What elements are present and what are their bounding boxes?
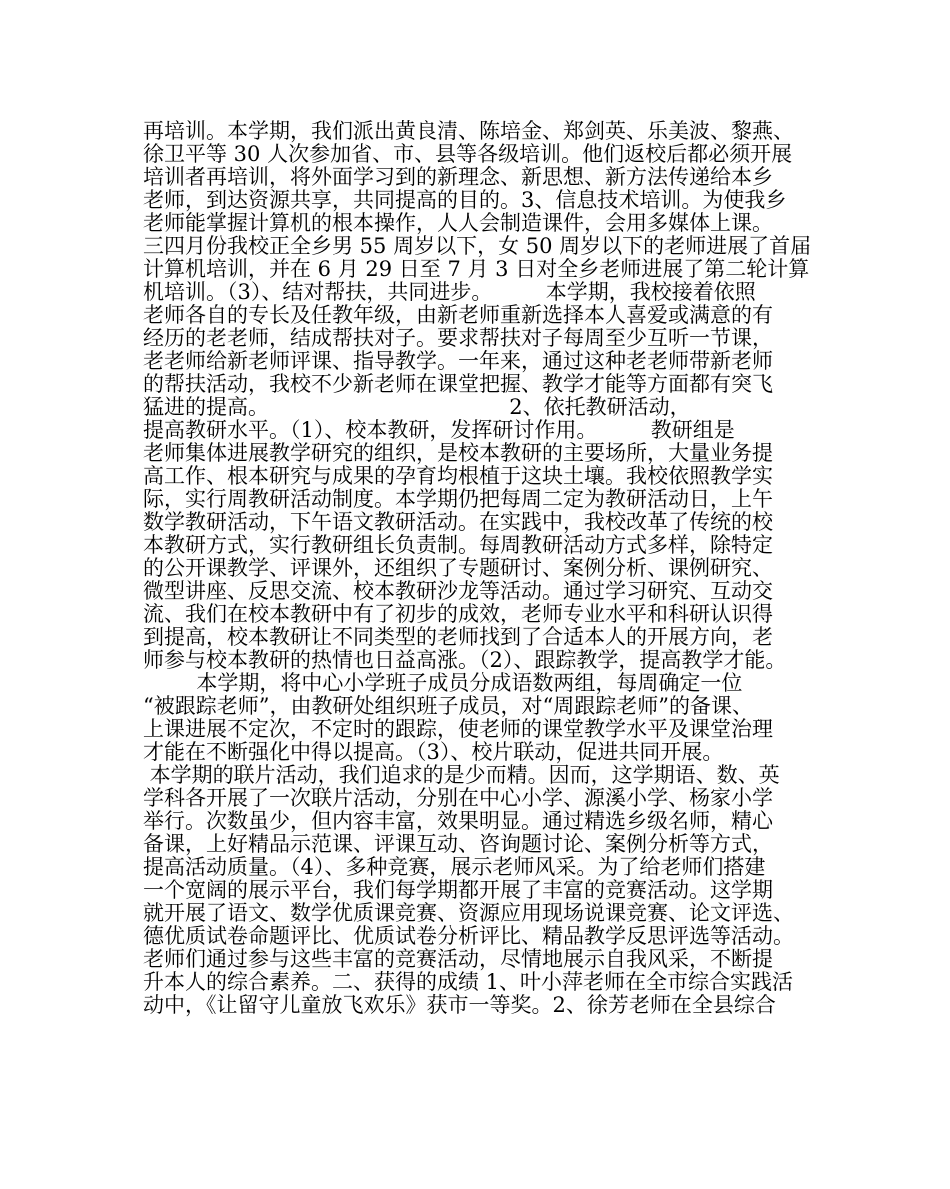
text-line: 培训者再培训，将外面学习到的新理念、新思想、新方法传递给本乡 — [143, 165, 773, 189]
text-line: 猛进的提高。 2、依托教研活动， — [143, 395, 691, 419]
text-line: 数学教研活动，下午语文教研活动。在实践中，我校改革了传统的校 — [143, 510, 773, 534]
text-line: 德优质试卷命题评比、优质试卷分析评比、精品教学反思评选等活动。 — [143, 924, 794, 948]
text-line: 学科各开展了一次联片活动，分别在中心小学、源溪小学、杨家小学 — [143, 786, 773, 810]
text-line: 就开展了语文、数学优质课竞赛、资源应用现场说课竞赛、论文评选、 — [143, 901, 794, 925]
text-line: 流、我们在校本教研中有了初步的成效，老师专业水平和科研认识得 — [143, 602, 773, 626]
text-line: 际，实行周教研活动制度。本学期仍把每周二定为教研活动日，上午 — [143, 487, 773, 511]
text-line: 徐卫平等 30 人次参加省、市、县等各级培训。他们返校后都必须开展 — [143, 142, 793, 166]
text-line: 提高教研水平。（1）、校本教研，发挥研讨作用。 教研组是 — [143, 418, 735, 442]
text-line: 再培训。本学期，我们派出黄良清、陈培金、郑剑英、乐美波、黎燕、 — [143, 119, 794, 143]
text-line: 高工作、根本研究与成果的孕育均根植于这块土壤。我校依照教学实 — [143, 464, 773, 488]
text-line: 上课进展不定次，不定时的跟踪，使老师的课堂教学水平及课堂治理 — [143, 717, 773, 741]
text-line: 一个宽阔的展示平台，我们每学期都开展了丰富的竞赛活动。这学期 — [143, 878, 773, 902]
text-line: 才能在不断强化中得以提高。（3）、校片联动，促进共同开展。 — [143, 740, 724, 764]
text-line: 本教研方式，实行教研组长负责制。每周教研活动方式多样，除特定 — [143, 533, 773, 557]
text-line: 机培训。（3）、结对帮扶，共同进步。 本学期，我校接着依照 — [143, 280, 756, 304]
text-line: 计算机培训，并在 6 月 29 日至 7 月 3 日对全乡老师进展了第二轮计算 — [143, 257, 810, 281]
text-line: 提高活动质量。（4）、多种竞赛，展示老师风采。为了给老师们搭建 — [143, 855, 766, 879]
text-line: 老师各自的专长及任教年级，由新老师重新选择本人喜爱或满意的有 — [143, 303, 773, 327]
text-line: 老师能掌握计算机的根本操作，人人会制造课件，会用多媒体上课。 — [143, 211, 773, 235]
text-line: 经历的老老师，结成帮扶对子。要求帮扶对子每周至少互听一节课， — [143, 326, 773, 350]
text-line: 微型讲座、反思交流、校本教研沙龙等活动。通过学习研究、互动交 — [143, 579, 773, 603]
text-line: 举行。次数虽少，但内容丰富，效果明显。通过精选乡级名师，精心 — [143, 809, 773, 833]
text-line: 到提高，校本教研让不同类型的老师找到了合适本人的开展方向，老 — [143, 625, 773, 649]
text-line: 本学期的联片活动，我们追求的是少而精。因而，这学期语、数、英 — [143, 763, 780, 787]
text-line: 三四月份我校正全乡男 55 周岁以下，女 50 周岁以下的老师进展了首届 — [143, 234, 812, 258]
text-line: 动中，《让留守儿童放飞欢乐》获市一等奖。2、徐芳老师在全县综合 — [143, 993, 776, 1017]
text-line: 的帮扶活动，我校不少新老师在课堂把握、教学才能等方面都有突飞 — [143, 372, 773, 396]
text-line: 升本人的综合素养。二、获得的成绩 1、叶小萍老师在全市综合实践活 — [143, 970, 794, 994]
text-line: 老师集体进展教学研究的组织，是校本教研的主要场所，大量业务提 — [143, 441, 773, 465]
text-line: 的公开课教学、评课外，还组织了专题研讨、案例分析、课例研究、 — [143, 556, 773, 580]
body-text — [143, 120, 823, 1017]
text-line: “被跟踪老师”，由教研处组织班子成员，对“周跟踪老师”的备课、 — [143, 694, 753, 718]
text-line: 师参与校本教研的热情也日益高涨。（2）、跟踪教学，提高教学才能。 — [143, 648, 787, 672]
text-line: 老师，到达资源共享，共同提高的目的。3、信息技术培训。为使我乡 — [143, 188, 787, 212]
text-line: 老师们通过参与这些丰富的竞赛活动，尽情地展示自我风采，不断提 — [143, 947, 773, 971]
text-line: 老老师给新老师评课、指导教学。一年来，通过这种老老师带新老师 — [143, 349, 773, 373]
text-line: 备课，上好精品示范课、评课互动、咨询题讨论、案例分析等方式， — [143, 832, 773, 856]
text-line: 本学期，将中心小学班子成员分成语数两组，每周确定一位 — [143, 671, 743, 695]
